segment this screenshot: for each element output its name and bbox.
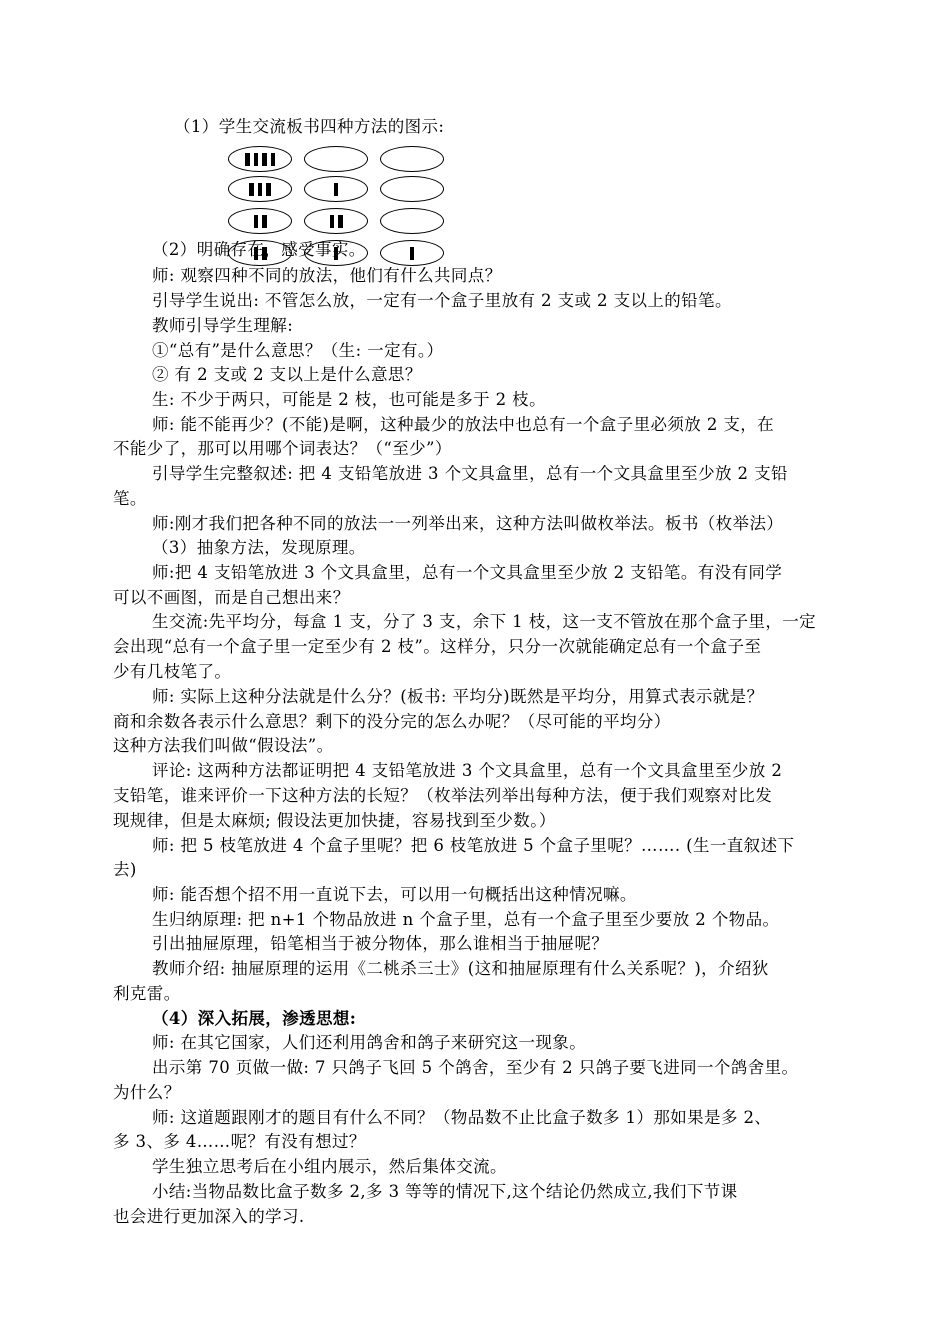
pencil-mark (338, 215, 343, 228)
pencil-mark (258, 183, 263, 196)
text-line: 引导学生说出: 不管怎么放，一定有一个盒子里放有 2 支或 2 支以上的铅笔。 (152, 291, 732, 310)
text-line: 小结:当物品数比盒子数多 2,多 3 等等的情况下,这个结论仍然成立,我们下节课 (152, 1182, 738, 1201)
text-line: 商和余数各表示什么意思？剩下的没分完的怎么办呢？（尽可能的平均分） (113, 712, 671, 731)
pencil-mark (410, 247, 415, 260)
text-line: 现规律，但是太麻烦; 假设法更加快捷，容易找到至少数。） (113, 811, 556, 830)
text-line: 师:刚才我们把各种不同的放法一一列举出来，这种方法叫做枚举法。板书（枚举法） (152, 514, 784, 533)
text-line: 出示第 70 页做一做: 7 只鸽子飞回 5 个鸽舍，至少有 2 只鸽子要飞进同一个鸽舍里。 (152, 1058, 799, 1077)
text-line: 支铅笔，谁来评价一下这种方法的长短？（枚举法列举出每种方法，便于我们观察对比发 (113, 786, 773, 805)
pencil-mark (254, 215, 259, 228)
box-oval (304, 176, 368, 202)
text-line: 去) (113, 860, 137, 879)
text-line: 生交流:先平均分，每盒 1 支，分了 3 支，余下 1 枝，这一支不管放在那个盒子里，一定 (152, 612, 817, 631)
box-oval (380, 176, 444, 202)
box-oval (380, 240, 444, 266)
box-oval (228, 176, 292, 202)
box-oval (304, 146, 368, 172)
text-line: 师: 观察四种不同的放法，他们有什么共同点？ (152, 266, 502, 285)
text-line: 生归纳原理: 把 n+1 个物品放进 n 个盒子里，总有一个盒子里至少要放 2 个物品。 (152, 910, 780, 929)
section-heading: （3）抽象方法，发现原理。 (152, 538, 366, 557)
text-line: 师: 能否想个招不用一直说下去，可以用一句概括出这种情况嘛。 (152, 885, 637, 904)
pencil-mark (334, 183, 339, 196)
text-line: 可以不画图，而是自己想出来？ (113, 588, 350, 607)
text-line: ①“总有”是什么意思？（生: 一定有。） (152, 341, 444, 360)
pencil-mark (271, 153, 276, 166)
text-line: 少有几枝笔了。 (113, 662, 232, 681)
text-line: 教师介绍: 抽屉原理的运用《二桃杀三士》(这和抽屉原理有什么关系呢？)，介绍狄 (152, 959, 769, 978)
text-line: （1）学生交流板书四种方法的图示: (174, 117, 445, 136)
text-line: 为什么？ (113, 1083, 181, 1102)
box-oval (380, 208, 444, 234)
pencil-mark (249, 183, 254, 196)
text-line: ② 有 2 支或 2 支以上是什么意思？ (152, 365, 422, 384)
pencil-mark (266, 183, 271, 196)
text-line: 笔。 (113, 489, 147, 508)
text-line: 引导学生完整叙述: 把 4 支铅笔放进 3 个文具盒里，总有一个文具盒里至少放 2 支铅 (152, 464, 788, 483)
text-line: 师:把 4 支铅笔放进 3 个文具盒里，总有一个文具盒里至少放 2 支铅笔。有没有同学 (152, 563, 783, 582)
pencil-mark (262, 215, 267, 228)
text-line: 师: 实际上这种分法就是什么分？(板书: 平均分)既然是平均分，用算式表示就是？ (152, 687, 764, 706)
text-line: 师: 把 5 枝笔放进 4 个盒子里呢？把 6 枝笔放进 5 个盒子里呢？……. (生一直叙述下 (152, 836, 795, 855)
text-line: 生: 不少于两只，可能是 2 枝，也可能是多于 2 枝。 (152, 390, 546, 409)
text-line: 学生独立思考后在小组内展示，然后集体交流。 (152, 1157, 507, 1176)
text-line: 这种方法我们叫做“假设法”。 (113, 736, 334, 755)
text-line: 引出抽屉原理，铅笔相当于被分物体，那么谁相当于抽屉呢？ (152, 934, 609, 953)
text-line: 教师引导学生理解: (152, 316, 294, 335)
text-line: 也会进行更加深入的学习. (113, 1207, 305, 1226)
text-line: 师: 能不能再少？(不能)是啊，这种最少的放法中也总有一个盒子里必须放 2 支，在 (152, 415, 775, 434)
box-oval (228, 146, 292, 172)
text-line: 利克雷。 (113, 984, 181, 1003)
box-oval (380, 146, 444, 172)
box-oval (304, 208, 368, 234)
section-heading: （4）深入拓展，渗透思想: (152, 1009, 357, 1028)
text-line: 师: 在其它国家，人们还利用鸽舍和鸽子来研究这一现象。 (152, 1033, 587, 1052)
text-line: （2）明确存在，感受事实。 (152, 240, 366, 259)
pencil-mark (262, 153, 267, 166)
box-oval (228, 208, 292, 234)
text-line: 师: 这道题跟刚才的题目有什么不同？（物品数不止比盒子数多 1）那如果是多 2、 (152, 1108, 772, 1127)
text-line: 多 3、多 4……呢？有没有想过？ (113, 1132, 366, 1151)
pencil-mark (254, 153, 259, 166)
text-line: 不能少了，那可以用哪个词表达？（“至少”） (113, 439, 452, 458)
pencil-mark (330, 215, 335, 228)
pencil-mark (245, 153, 250, 166)
text-line: 会出现“总有一个盒子里一定至少有 2 枝”。这样分，只分一次就能确定总有一个盒子至 (113, 637, 762, 656)
text-line: 评论: 这两种方法都证明把 4 支铅笔放进 3 个文具盒里，总有一个文具盒里至少放 2 (152, 761, 783, 780)
